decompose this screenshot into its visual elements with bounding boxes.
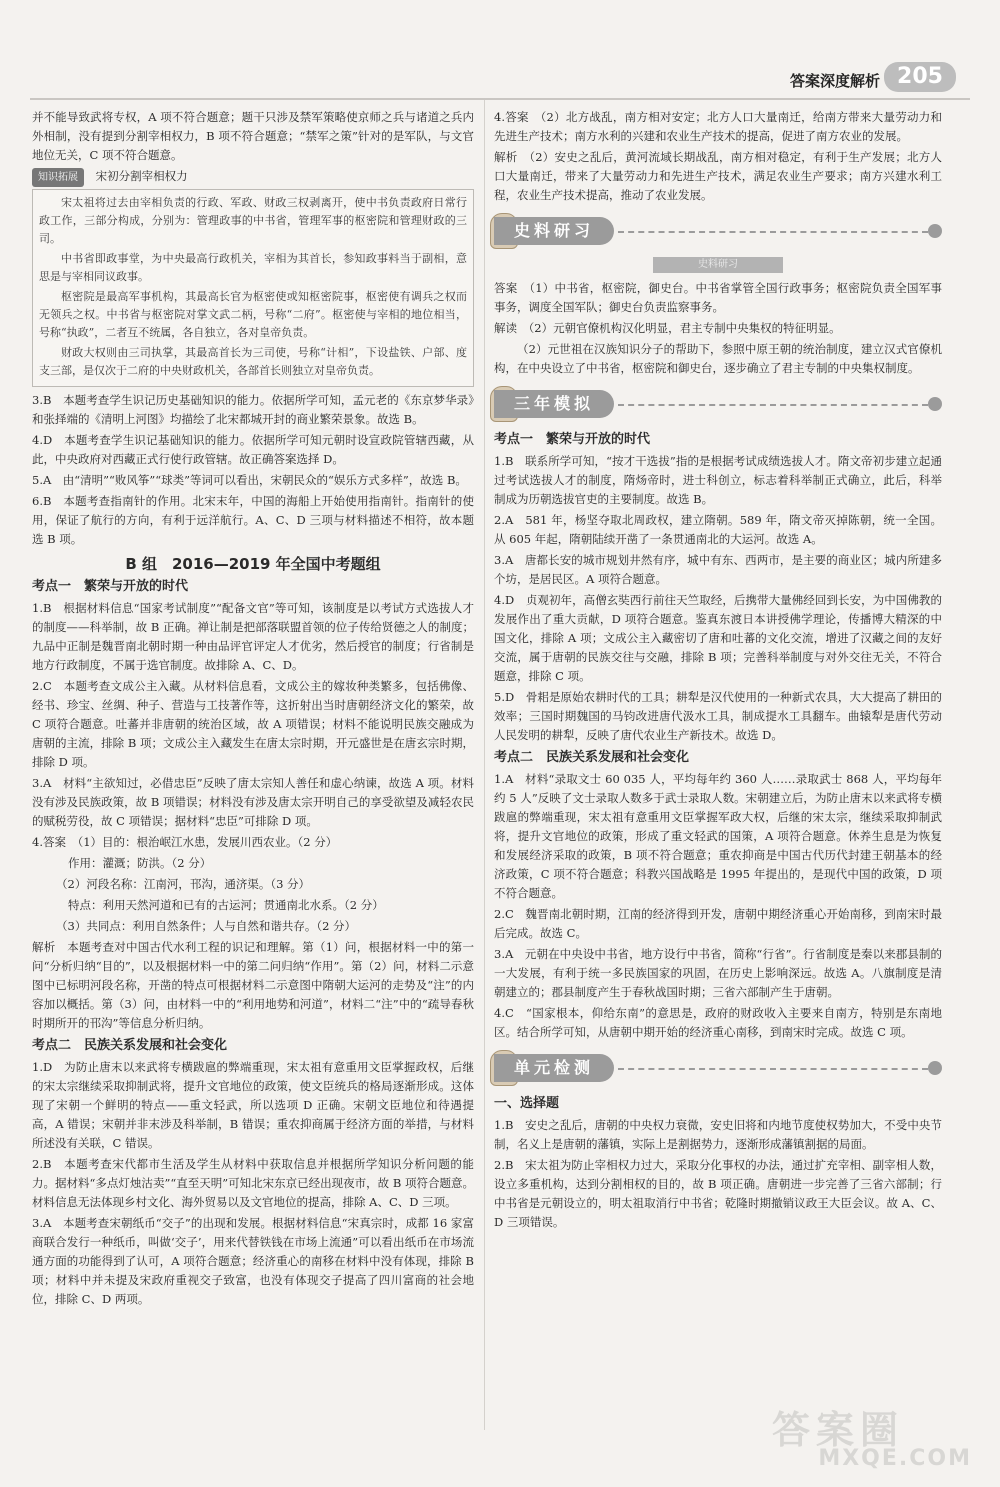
answer-item: 3.B 本题考查学生识记历史基础知识的能力。依据所学可知，孟元老的《东京梦华录》和张择端的《清明上河图》均描绘了北宋都城开封的商业繁荣景象。故选 B。 (32, 393, 474, 426)
kp1-heading: 考点一 繁荣与开放的时代 (494, 432, 651, 447)
answer-item: 2.B 本题考查宋代都市生活及学生从材料中获取信息并根据所学知识分析问题的能力。据材料“多点灯烛沽卖”“直至天明”可知北宋东京已经出现夜市，故 B 项符合题意。材料信息无法体现乡村文化、海外贸易以及文官地位的提高，排除 A、C、D 三项。 (32, 1157, 474, 1209)
answer-item: 3.A 材料“主欲知过，必借忠臣”反映了唐太宗知人善任和虚心纳谏，故选 A 项。材料没有涉及民族政策，故 B 项错误；材料没有涉及唐太宗开明自己的享受欲望及减轻农民的赋税劳役，故 C 项错误；据材料“忠臣”可排除 D 项。 (32, 776, 474, 828)
answer-item: 1.B 安史之乱后，唐朝的中央权力衰微，安史旧将和内地节度使权势加大，不受中央节制，名义上是唐朝的藩镇，实际上是割据势力，逐渐形成藩镇割据的局面。 (494, 1118, 942, 1151)
answer-item: 3.A 本题考查宋朝纸币“交子”的出现和发展。根据材料信息“宋真宗时，成都 16 家富商联合发行一种纸币，叫做‘交子’，用来代替铁钱在市场上流通”可以看出纸币在市场流通方面的功能得到了认可，A 项符合题意；经济重心的南移在材料中没有体现，排除 B 项；材料中并未提及宋政府重视交子致富，也没有体现交子提高了四川富商的社会地位，排除 C、D 两项。 (32, 1216, 474, 1306)
section-banner-history-study (494, 215, 942, 249)
banner-label: 单元检测 (494, 1054, 614, 1082)
answer-item: 3.A 唐都长安的城市规划井然有序，城中有东、西两市，是主要的商业区；城内所建多个坊，是居民区。A 项符合题意。 (494, 553, 942, 586)
knowledge-paragraph: 宋太祖将过去由宰相负责的行政、军政、财政三权剥离开，使中书负责政府日常行政工作，三部分构成，分别为：管理政事的中书省，管理军事的枢密院和管理财政的三司。 (39, 196, 467, 245)
kp1-heading: 考点一 繁荣与开放的时代 (32, 579, 189, 594)
banner-label: 三年模拟 (494, 390, 614, 418)
answer-item: 1.A 材料“录取文士 60 035 人，平均每年约 360 人……录取武士 868 人，平均每年约 5 人”反映了文士录取人数多于武士录取人数。宋朝建立后，为防止唐末以来武将专横跋扈的弊端重现，宋太祖有意重用文臣掌握军政大权，后继的宋太宗，继续采取抑制武将，提升文官地位的政策，形成了重文轻武的国策，A 项符合题意。休养生息是为恢复和发展经济采取的政策，B 项不符合题意；重农抑商是中国古代历代封建王朝基本的经济政策，C 项不符合题意；科教兴国战略是 1995 年提出的，是现代中国的政策，D 项不符合题意。 (494, 772, 942, 900)
analysis: 解析 （2）安史之乱后，黄河流域长期战乱，南方相对稳定，有利于生产发展；北方人口大量南迁，带来了大量劳动力和先进生产技术，满足农业生产要求；南方兴建水利工程，农业生产技术提高，推动了农业发展。 (494, 150, 942, 202)
answer-item: 2.C 本题考查文成公主入藏。从材料信息看，文成公主的嫁妆种类繁多，包括佛像、经书、珍宝、丝绸、种子、营造与工技著作等，这折射出当时唐朝经济文化的繁荣，故 C 项符合题意。吐蕃并非唐朝的统治区域，故 A 项错误；材料不能说明民族交融成为唐朝的主流，排除 B 项；文成公主入藏发生在唐太宗时期，开元盛世是在唐玄宗时期，排除 D 项。 (32, 679, 474, 769)
page-number: 205 (884, 62, 956, 92)
answer-item: 4.C “国家根本，仰给东南”的意思是，政府的财政收入主要来自南方，特别是东南地区。结合所学可知，从唐朝中期开始的经济重心南移，到南宋时完成。故选 C 项。 (494, 1006, 942, 1039)
column-divider (484, 100, 485, 1430)
answer-item: 解读 （2）元朝官僚机构汉化明显，君主专制中央集权的特征明显。 (494, 321, 841, 335)
knowledge-tag: 知识拓展 (32, 168, 84, 187)
answer-item: 4.D 贞观初年，高僧玄奘西行前往天竺取经，后携带大量佛经回到长安，为中国佛教的发展作出了重大贡献，D 项符合题意。鉴真东渡日本讲授佛学理论，传播博大精深的中国文化，排除 A 项；文成公主入藏密切了唐和吐蕃的文化交流，增进了汉藏之间的友好交流，属于唐朝的民族交往与交融，排除 B 项；完善科举制度与对外交往无关，不符合题意，排除 C 项。 (494, 593, 942, 683)
knowledge-paragraph: 枢密院是最高军事机构，其最高长官为枢密使或知枢密院事，枢密使有调兵之权而无领兵之权。中书省与枢密院对掌文武二柄，号称“二府”。枢密使与宰相的地位相当，号称“执政”，二者互不统属，各自独立，各对皇帝负责。 (39, 290, 467, 339)
answer-item: 2.C 魏晋南北朝时期，江南的经济得到开发，唐朝中期经济重心开始南移，到南宋时最后完成。故选 C。 (494, 907, 942, 940)
banner-dot-icon (928, 397, 942, 411)
header-rule (30, 98, 970, 100)
banner-dot-icon (928, 224, 942, 238)
answer-item: 4.答案 （1）目的：根治岷江水患，发展川西农业。（2 分） (32, 835, 338, 849)
answer-item: 答案 （1）中书省，枢密院，御史台。中书省掌管全国行政事务；枢密院负责全国军事事务，调度全国军队；御史台负责监察事务。 (494, 281, 942, 314)
analysis: 解析 本题考查对中国古代水利工程的识记和理解。第（1）问，根据材料一中的第一问“分析归纳“目的”，以及根据材料一中的第二问归纳“作用”。第（2）问，材料二示意图中已标明河段名称，开凿的特点可根据材料二示意图中隋朝大运河的走势及“注”的内容加以概括。第（3）问，由材料一中的“利用地势和河道”，材料二“注”中的“疏导春秋时期所开的邗沟”等信息分析归纳。 (32, 940, 474, 1030)
left-column (32, 108, 474, 1311)
answer-subline: （3）共同点：利用自然条件；人与自然和谐共存。（2 分） (56, 919, 357, 933)
banner-label: 史料研习 (494, 217, 614, 245)
section-banner-unit-test (494, 1052, 942, 1086)
right-column (494, 108, 942, 1234)
banner-line (618, 1068, 928, 1070)
watermark-logo (772, 1399, 972, 1479)
banner-line (618, 231, 928, 233)
group-b-title: B 组 2016—2019 年全国中考题组 (125, 555, 381, 573)
watermark-main: 答案圈 (772, 1408, 905, 1452)
answer-item: 5.A 由“清明”“败风筝”“球类”等词可以看出，宋朝民众的“娱乐方式多样”，故选 B。 (32, 473, 467, 487)
paragraph: 并不能导致武将专权，A 项不符合题意；题干只涉及禁军策略使京师之兵与诸道之兵内外相制，没有提到分割宰相权力，B 项不符合题意；“禁军之策”针对的是军队，与文官地位无关，C 项不符合题意。 (32, 110, 474, 162)
knowledge-title: 宋初分割宰相权力 (95, 169, 188, 183)
knowledge-paragraph: 中书省即政事堂，为中央最高行政机关，宰相为其首长，参知政事料当于副相，意思是与宰相同议政事。 (39, 252, 467, 283)
answer-item: （2）元世祖在汉族知识分子的帮助下，参照中原王朝的统治制度，建立汉式官僚机构，在中央设立了中书省，枢密院和御史台，逐步确立了君主专制的中央集权制度。 (494, 342, 942, 375)
answer-item: 4.D 本题考查学生识记基础知识的能力。依据所学可知元朝时设宣政院管辖西藏，从此，中央政府对西藏正式行使行政管辖。故正确答案选择 D。 (32, 433, 474, 466)
answer-subline: 特点：利用天然河道和已有的古运河；贯通南北水系。（2 分） (68, 898, 384, 912)
kp2-heading: 考点二 民族关系发展和社会变化 (32, 1038, 228, 1053)
answer-item: 2.A 581 年，杨坚夺取北周政权，建立隋朝。589 年，隋文帝灭掉陈朝，统一全国。从 605 年起，隋朝陆续开凿了一条贯通南北的大运河。故选 A。 (494, 513, 942, 546)
answer-item: 1.B 联系所学可知，“按才干选拔”指的是根据考试成绩选拔人才。隋文帝初步建立起通过考试选拔人才的制度，隋炀帝时，进士科创立，标志着科举制正式确立，此后，科举制成为历朝选拔官吏的主要制度。故选 B。 (494, 454, 942, 506)
knowledge-extension (32, 167, 474, 387)
kp2-heading: 考点二 民族关系发展和社会变化 (494, 750, 690, 765)
header-title: 答案深度解析 (789, 72, 880, 90)
section-badge: 史料研习 (653, 257, 783, 273)
answer-subline: 作用：灌溉；防洪。（2 分） (68, 856, 212, 870)
answer-item: 1.B 根据材料信息“国家考试制度”“配备文官”等可知，该制度是以考试方式选拔人才的制度——科举制，故 B 正确。禅让制是把部落联盟首领的位子传给贤德之人的制度；九品中正制是魏晋南北朝时期一种由品评官评定人才优劣，然后授官的制度；行省制是地方行政制度，不属于选官制度。故排除 A、C、D。 (32, 601, 474, 672)
answer-item: 5.D 骨耜是原始农耕时代的工具；耕犁是汉代使用的一种新式农具，大大提高了耕田的效率；三国时期魏国的马钧改进唐代汲水工具，制成提水工具翻车。曲辕犁是唐代劳动人民发明的耕犁，反映了唐代农业生产新技术。故选 D。 (494, 690, 942, 742)
knowledge-paragraph: 财政大权则由三司执掌，其最高首长为三司使，号称“计相”，下设盐铁、户部、度支三部，是仅次于二府的中央财政机关，各部首长则独立对皇帝负责。 (39, 346, 467, 377)
knowledge-box (32, 189, 474, 387)
answer-item: 3.A 元朝在中央设中书省，地方设行中书省，简称“行省”。行省制度是秦以来郡县制的一大发展，有利于统一多民族国家的巩固，在历史上影响深远。故选 A。八旗制度是清朝建立的；郡县制度产生于春秋战国时期；三省六部制产生于唐朝。 (494, 947, 942, 999)
answer-item: 1.D 为防止唐末以来武将专横跋扈的弊端重现，宋太祖有意重用文臣掌握政权，后继的宋太宗继续采取抑制武将，提升文官地位的政策，使文臣统兵的格局逐渐形成。这体现了宋朝一个鲜明的特点——重文轻武，所以选项 D 正确。宋朝文臣地位和待遇提高，A 错误；宋朝并非末涉及科举制，B 错误；重农抑商属于经济方面的举措，与材料所述没有关联，C 错误。 (32, 1060, 474, 1150)
answer-subline: （2）河段名称：江南河，邗沟，通济渠。（3 分） (56, 877, 311, 891)
watermark-sub: MXQE.COM (818, 1446, 972, 1471)
section-banner-three-year (494, 388, 942, 422)
test-section-title: 一、选择题 (494, 1096, 560, 1111)
answer-item: 2.B 宋太祖为防止宰相权力过大，采取分化事权的办法，通过扩充宰相、副宰相人数，设立多重机构，达到分割相权的目的，故 B 项正确。唐朝进一步完善了三省六部制；行中书省是元朝设立的，明太祖取消行中书省；乾隆时期撤销议政王大臣会议。故 A、C、D 三项错误。 (494, 1158, 942, 1229)
answer-item: 6.B 本题考查指南针的作用。北宋末年，中国的海船上开始使用指南针。指南针的使用，保证了航行的方向，有利于远洋航行。A、C、D 三项与材料描述不相符，故本题选 B 项。 (32, 494, 474, 546)
banner-dot-icon (928, 1061, 942, 1075)
banner-line (618, 404, 928, 406)
answer-item: 4.答案 （2）北方战乱，南方相对安定；北方人口大量南迁，给南方带来大量劳动力和先进生产技术；南方水利的兴建和农业生产技术的提高，促进了南方农业的发展。 (494, 110, 942, 143)
